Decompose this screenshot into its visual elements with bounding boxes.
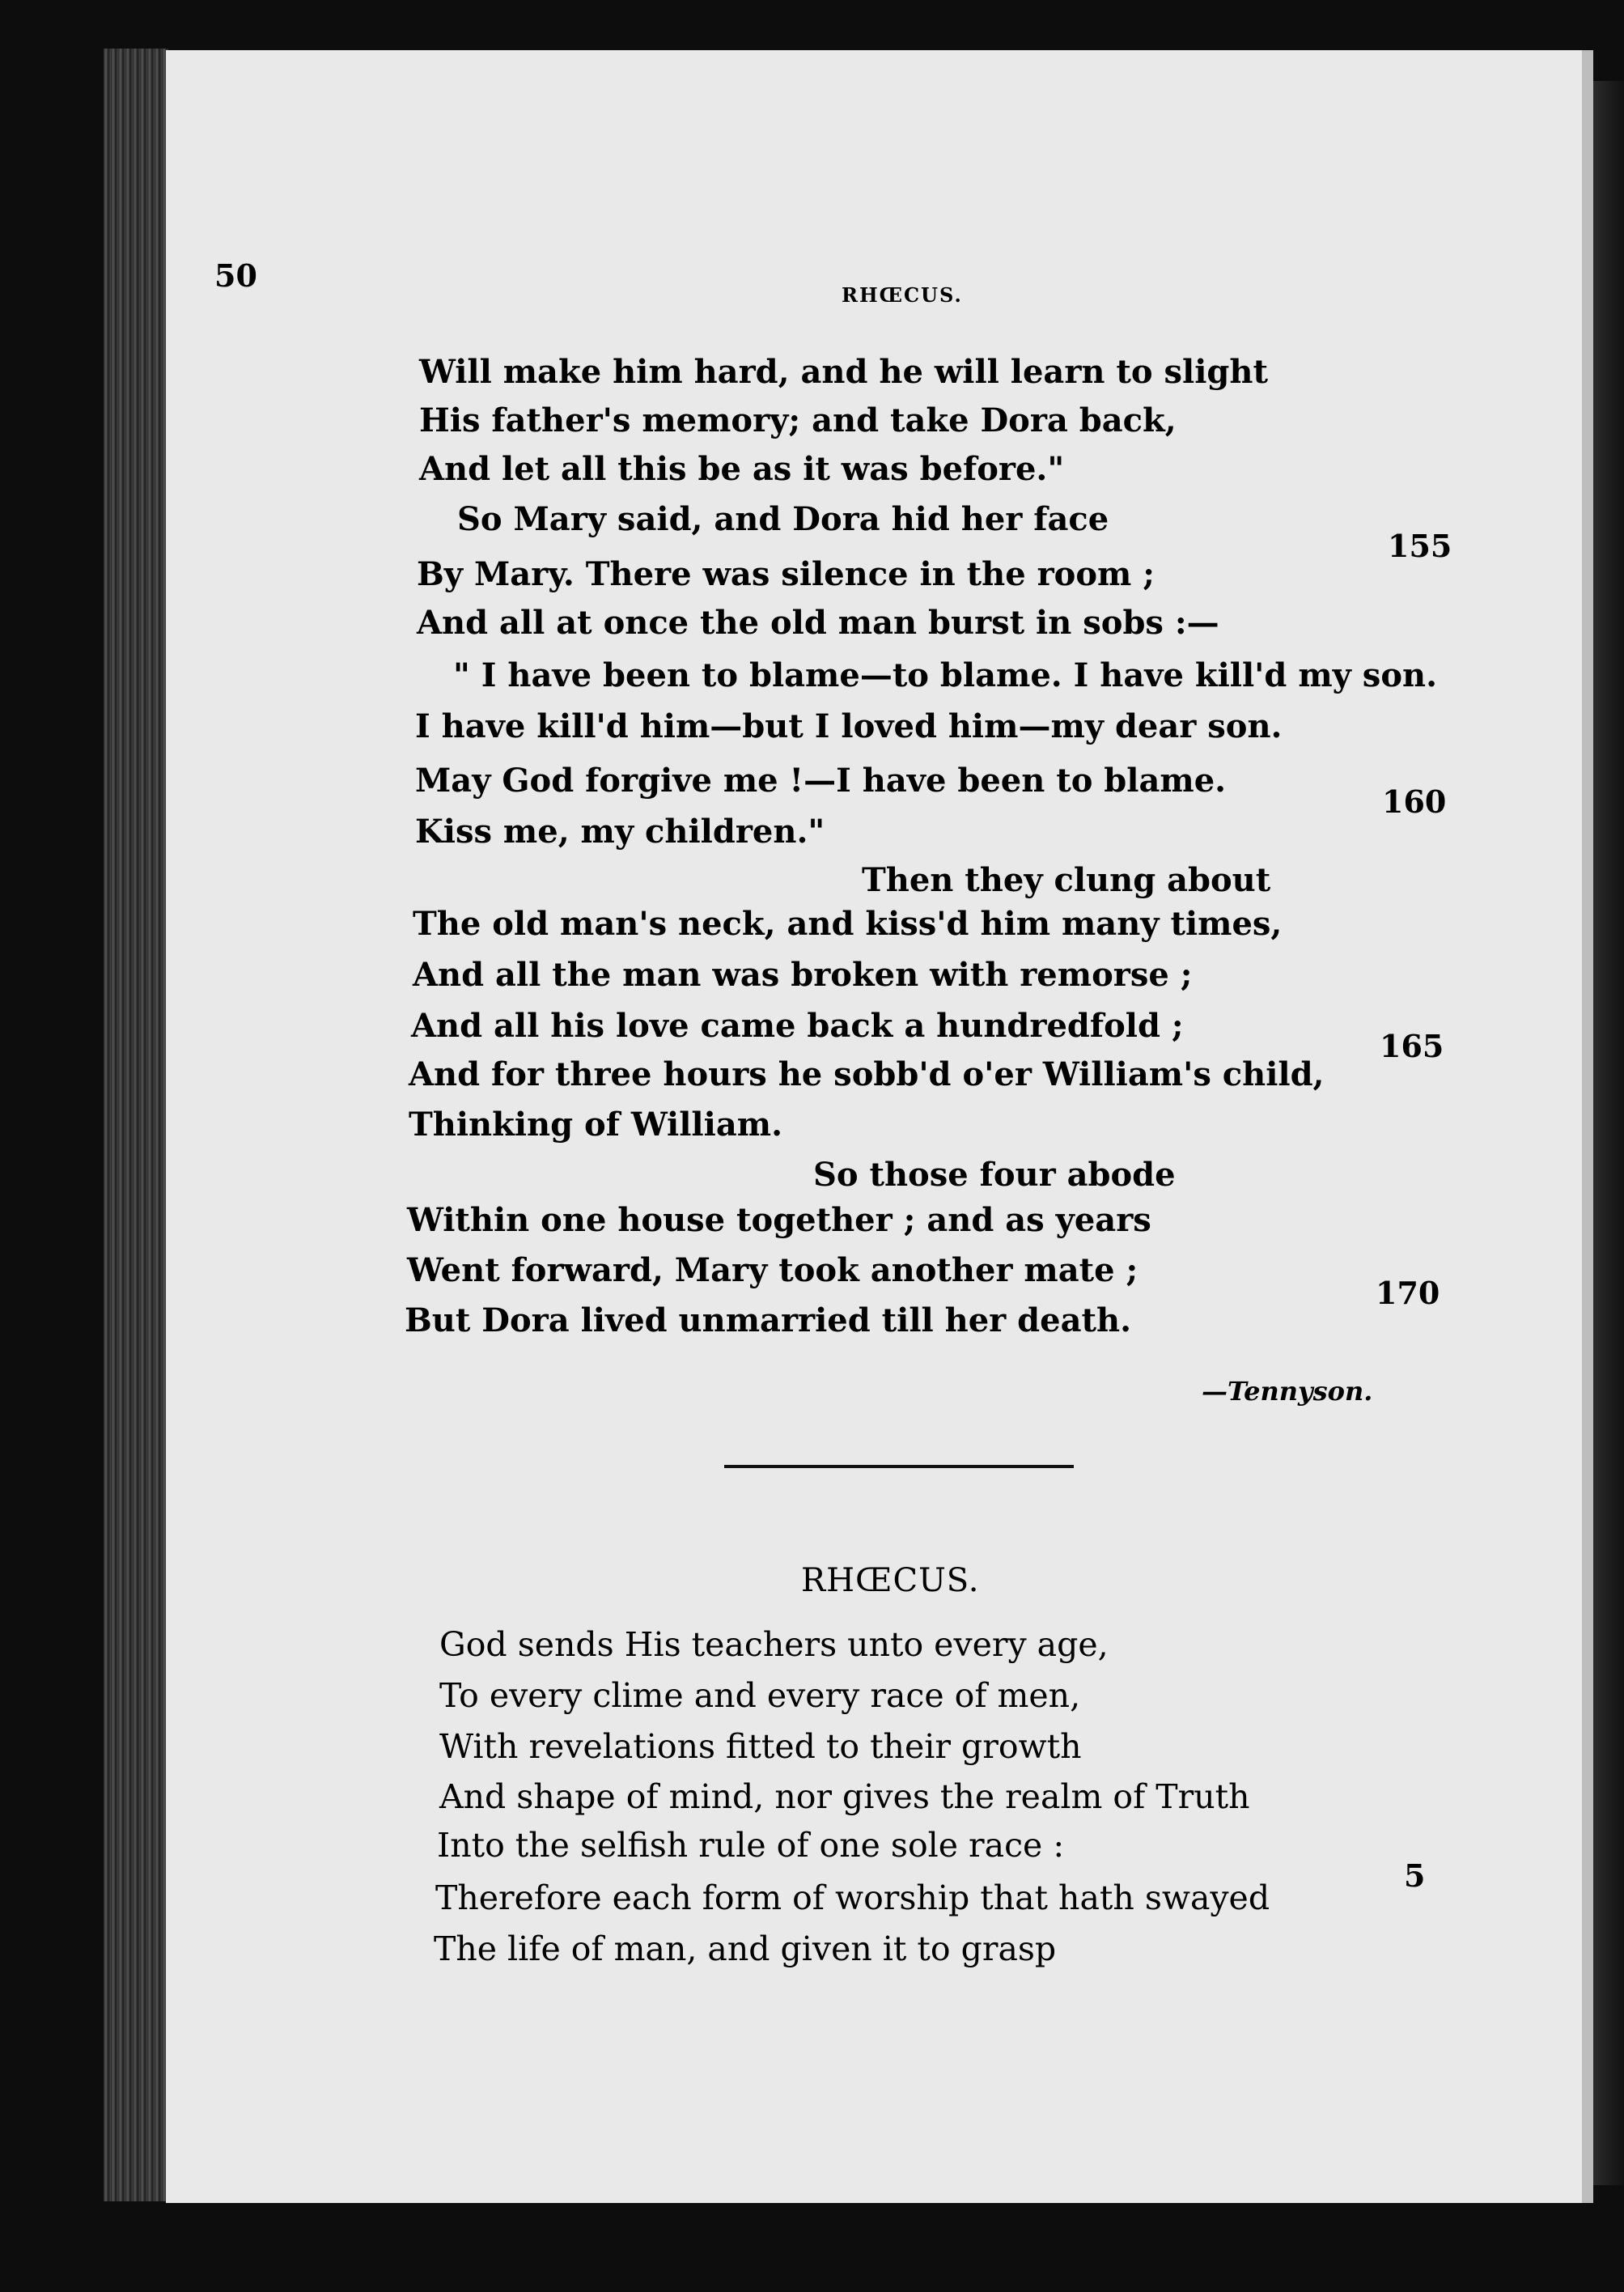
poem-line: " I have been to blame—to blame. I have kill'd my son. <box>453 656 1438 694</box>
poem-line: May God forgive me !—I have been to blame. <box>415 762 1227 800</box>
poem-line: With revelations fitted to their growth <box>439 1727 1082 1766</box>
poem-line: And shape of mind, nor gives the realm of Truth <box>439 1777 1250 1816</box>
book-spine <box>104 49 168 2201</box>
poem-line: Will make him hard, and he will learn to slight <box>419 353 1268 391</box>
poem-line: I have kill'd him—but I loved him—my dear son. <box>415 707 1283 745</box>
facing-page-edge <box>1593 81 1624 2185</box>
poem-line: And all at once the old man burst in sobs :— <box>417 604 1219 642</box>
poem-line: So those four abode <box>813 1156 1176 1194</box>
poem-line: To every clime and every race of men, <box>439 1676 1081 1715</box>
poem-line: Therefore each form of worship that hath swayed <box>435 1878 1270 1917</box>
page-edge <box>1582 50 1593 2203</box>
poem-line: Thinking of William. <box>409 1106 782 1144</box>
poem-line: The old man's neck, and kiss'd him many times, <box>413 905 1283 943</box>
poem-line: Within one house together ; and as years <box>407 1201 1151 1239</box>
poem-line: And for three hours he sobb'd o'er William's child, <box>409 1055 1325 1093</box>
poem-line: And all the man was broken with remorse ; <box>413 956 1193 994</box>
poem-line: The life of man, and given it to grasp <box>434 1929 1057 1968</box>
line-number: 170 <box>1376 1275 1440 1311</box>
poem-line: So Mary said, and Dora hid her face <box>457 500 1109 538</box>
poem-line: Went forward, Mary took another mate ; <box>407 1251 1138 1289</box>
running-title: RHŒCUS. <box>842 283 963 307</box>
line-number: 5 <box>1404 1857 1426 1894</box>
page-number: 50 <box>214 257 257 294</box>
poem-line: Then they clung about <box>862 861 1271 899</box>
poem-line: God sends His teachers unto every age, <box>439 1625 1109 1664</box>
line-number: 155 <box>1388 528 1452 564</box>
poem-line: But Dora lived unmarried till her death. <box>405 1301 1131 1339</box>
section-divider <box>724 1465 1074 1468</box>
poem-line: Kiss me, my children." <box>415 813 825 851</box>
poem-line: And let all this be as it was before." <box>419 450 1065 488</box>
poem-line: His father's memory; and take Dora back, <box>419 401 1177 439</box>
poem-line: By Mary. There was silence in the room ; <box>417 555 1155 593</box>
attribution: —Tennyson. <box>1202 1376 1373 1407</box>
poem-line: Into the selfish rule of one sole race : <box>437 1826 1065 1865</box>
line-number: 160 <box>1382 783 1447 820</box>
poem-title: RHŒCUS. <box>801 1562 980 1599</box>
poem-line: And all his love came back a hundredfold ; <box>411 1007 1184 1045</box>
line-number: 165 <box>1380 1028 1444 1064</box>
